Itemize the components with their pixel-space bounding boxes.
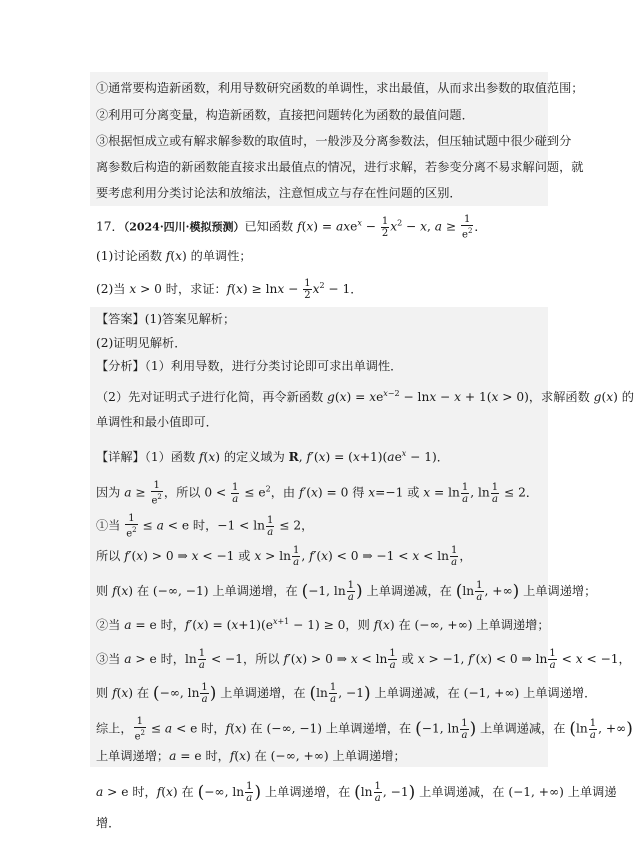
problem-stem-prefix: 已知函数 [244, 219, 294, 234]
detail-line-4: 所以 f′(x) > 0 ⇒ x < −1 或 x > ln $\frac{1}{a}$ , f′(x) < 0 ⇒ −1 < x < ln $\frac{1}{a}$ ， [96, 545, 472, 568]
detail-line-5: 则 f(x) 在 (−∞, −1) 上单调递增，在 (−1, ln $\frac{1}{a}$ ) 上单调递减，在 (ln $\frac{1}{a}$ , +∞) 上单调递增； [96, 580, 597, 603]
detail-line-10: 上单调递增；a = e 时，f(x) 在 (−∞, +∞) 上单调递增； [96, 749, 406, 763]
problem-source: （2024·四川·模拟预测） [123, 220, 245, 234]
analysis-line-1 [96, 358, 402, 374]
analysis-label: 【分析】 [96, 359, 145, 373]
detail-line-12: 增． [96, 816, 121, 830]
detail-line-6: ②当 a = e 时，$f'(x) = (x+1)(e^{x+1} - 1) \ge 0$，则 f(x) 在 (−∞, +∞) 上单调递增； [96, 617, 550, 633]
problem-number: 17． [96, 219, 124, 234]
tip-line-2: ②利用可分离变量，构造新函数，直接把问题转化为函数的最值问题． [96, 108, 474, 122]
answer-text-1: (1)答案见解析； [144, 312, 236, 326]
detail-line-1: 【详解】（1）函数 f(x) 的定义域为 R, $f'(x) = (x+1)(ae^x - 1)$． [96, 449, 449, 465]
analysis-line-3: 单调性和最小值即可． [96, 415, 218, 429]
tip-line-1: ①通常要构造新函数，利用导数研究函数的单调性，求出最值，从而求出参数的取值范围； [96, 81, 584, 95]
answer-line-2: (2)证明见解析． [96, 336, 187, 350]
answer-label: 【答案】 [96, 312, 145, 326]
detail-line-3: ①当 $\frac{1}{e^2}$ ≤ a < e 时，−1 < ln $\frac{1}{a}$ ≤ 2， [96, 513, 314, 540]
detail-line-2: 因为 a ≥ $\frac{1}{e^2}$ ，所以 0 < $\frac{1}{a}$ ≤ $e^2$，由 f′(x) = 0 得 x=−1 或 x = ln $\frac{1}{a}$ , ln $\frac{1}{a}$ ≤ 2． [96, 480, 539, 507]
fraction-half: $\frac{1}{2}$ [381, 215, 389, 239]
detail-line-8: 则 f(x) 在 (−∞, ln $\frac{1}{a}$ ) 上单调递增，在 (ln $\frac{1}{a}$ , −1) 上单调递减，在 (−1, +∞) 上单调递增． [96, 682, 597, 705]
detail-label: 【详解】 [96, 450, 145, 465]
tip-line-3: ③根据恒成立或有解求解参数的取值时，一般涉及分离参数法，但压轴试题中很少碰到分 [96, 134, 572, 148]
analysis-line-2: （2）先对证明式子进行化简，再令新函数 $g(x) = xe^{x-2} - \ln x - x + 1(x > 0)$，求解函数 g(x) 的 [96, 389, 634, 405]
tip-line-4: 离参数后构造的新函数能直接求出最值点的情况，进行求解，若参变分离不易求解问题，就 [96, 160, 584, 174]
detail-line-9: 综上， $\frac{1}{e^2}$ ≤ a < e 时，f(x) 在 (−∞, −1) 上单调递增，在 (−1, ln $\frac{1}{a}$ ) 上单调递减，在 (ln $\frac{1}{a}$ , +∞) [96, 716, 633, 743]
problem-stem: 17．（2024·四川·模拟预测）已知函数 f(x) = axe$^x$ − $\frac{1}{2}$ $x^2 - x$, a ≥ $\frac{1}{e^2}$ ． [96, 214, 487, 241]
answer-line-1 [96, 311, 235, 327]
problem-part-1: (1)讨论函数 f(x) 的单调性； [96, 249, 252, 263]
tip-line-5: 要考虑利用分类讨论法和放缩法，注意恒成立与存在性问题的区别． [96, 186, 462, 200]
detail-line-11: a > e 时，f(x) 在 (−∞, ln $\frac{1}{a}$ ) 上单调递增，在 (ln $\frac{1}{a}$ , −1) 上单调递减，在 (−1, +∞) 上单调递 [96, 781, 617, 804]
analysis-text-1: （1）利用导数，进行分类讨论即可求出单调性． [144, 359, 403, 373]
detail-line-7: ③当 a > e 时，ln $\frac{1}{a}$ < −1，所以 f′(x) > 0 ⇒ x < ln $\frac{1}{a}$ 或 x > −1, f′(x) < 0 ⇒ ln $\frac{1}{a}$ < x < −1， [96, 648, 631, 671]
problem-part-2: (2)当 x > 0 时，求证：f(x) ≥ lnx − $\frac{1}{2}$ $x^2 - 1$． [96, 278, 363, 302]
fraction-one-over-e2: $\frac{1}{e^2}$ [462, 214, 473, 241]
